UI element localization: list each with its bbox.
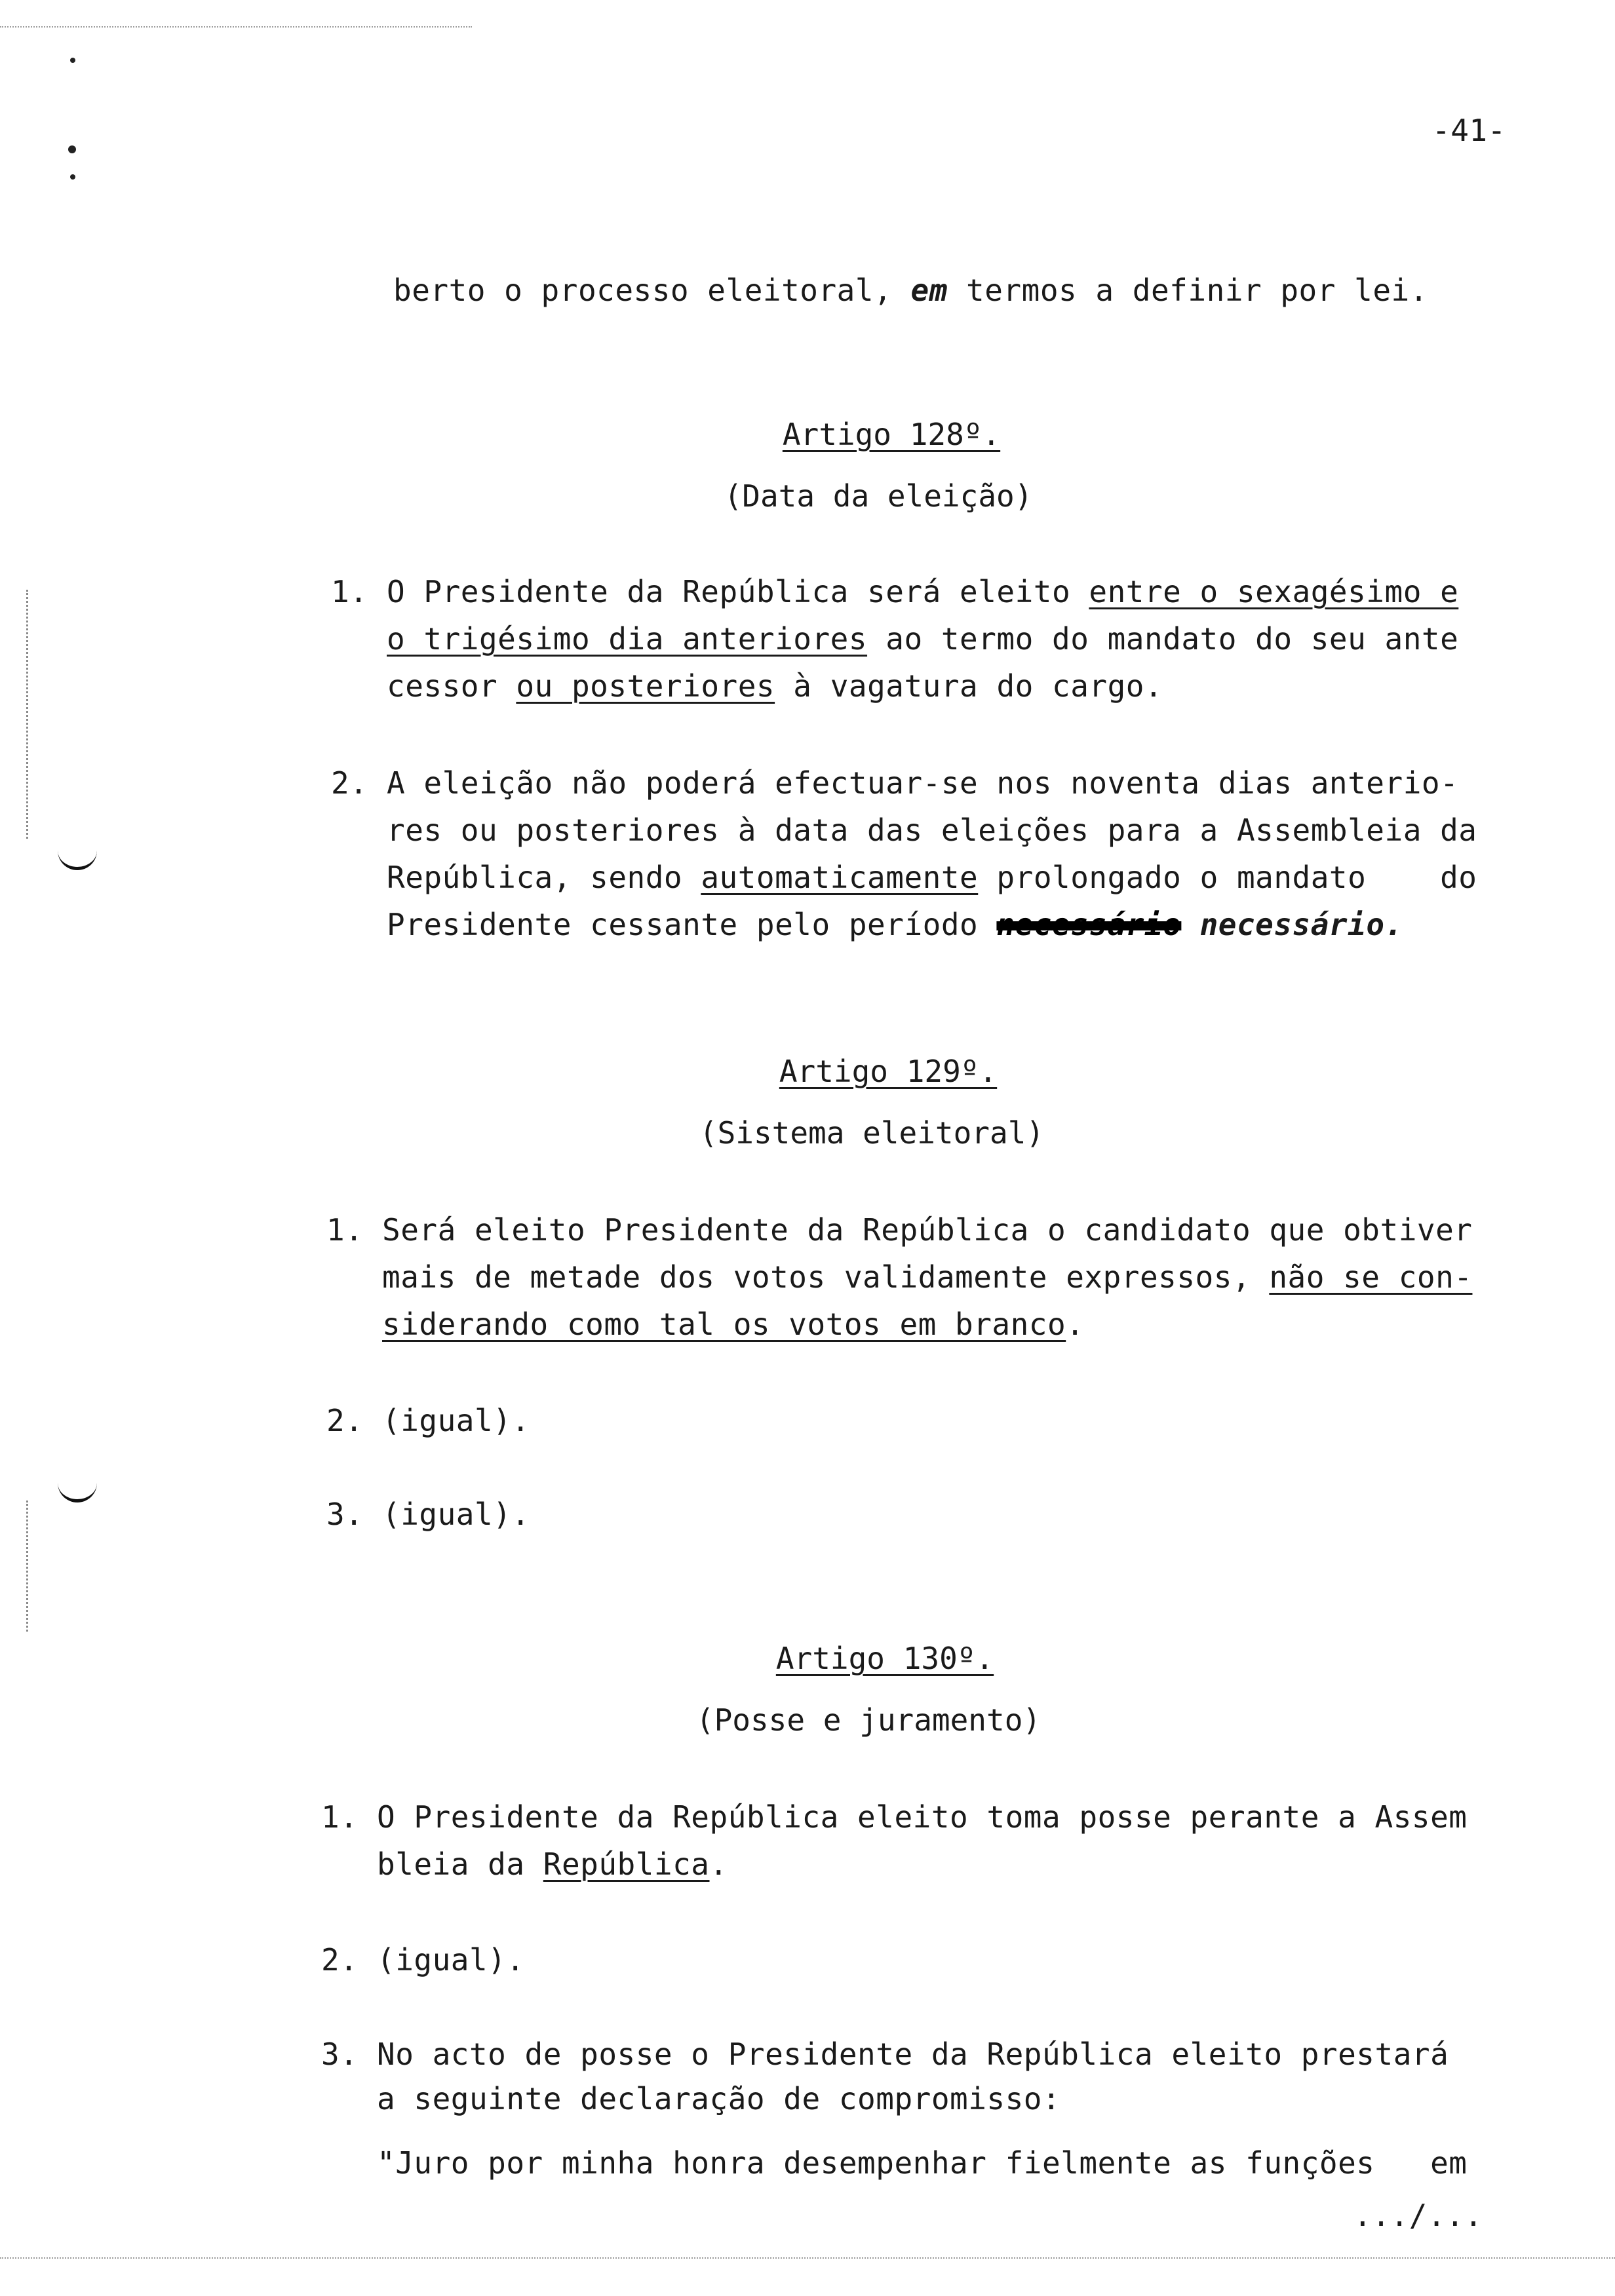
paragraph-line: República, sendo automaticamente prolongado o mandato do bbox=[387, 860, 1477, 895]
paragraph-line: (igual). bbox=[377, 1942, 525, 1978]
margin-dot bbox=[68, 145, 76, 153]
paragraph-line: siderando como tal os votos em branco. bbox=[382, 1307, 1085, 1342]
margin-dot bbox=[70, 174, 75, 180]
paragraph-line: "Juro por minha honra desempenhar fielmente as funções em bbox=[377, 2145, 1468, 2181]
margin-ticks bbox=[26, 590, 31, 839]
paragraph-line: A eleição não poderá efectuar-se nos noventa dias anterio- bbox=[387, 765, 1459, 801]
item-number: 2. bbox=[321, 1942, 359, 1978]
paragraph-line: O Presidente da República será eleito entre o sexagésimo e bbox=[387, 574, 1459, 609]
paragraph-line: No acto de posse o Presidente da República eleito prestará bbox=[377, 2037, 1449, 2072]
paragraph-line: O Presidente da República eleito toma posse perante a Assem bbox=[377, 1799, 1468, 1835]
item-number: 2. bbox=[331, 765, 368, 801]
paragraph-line: (igual). bbox=[382, 1497, 530, 1532]
margin-ticks bbox=[26, 1501, 31, 1632]
item-number: 2. bbox=[326, 1403, 364, 1438]
top-scan-edge bbox=[0, 26, 472, 28]
article-subtitle: (Sistema eleitoral) bbox=[699, 1115, 1045, 1151]
struck-word: em bbox=[910, 273, 948, 308]
paragraph-line: mais de metade dos votos validamente expressos, não se con- bbox=[382, 1259, 1473, 1295]
item-number: 1. bbox=[326, 1212, 364, 1248]
paragraph-line: Presidente cessante pelo período necessário necessário. bbox=[387, 907, 1403, 942]
paragraph-line: a seguinte declaração de compromisso: bbox=[377, 2081, 1061, 2116]
intro-line: berto o processo eleitoral, em termos a definir por lei. bbox=[393, 273, 1428, 308]
struck-word: necessário bbox=[996, 907, 1182, 942]
paragraph-line: Será eleito Presidente da República o candidato que obtiver bbox=[382, 1212, 1473, 1248]
article-heading: Artigo 129º. bbox=[779, 1054, 998, 1089]
margin-bracket-mark bbox=[58, 849, 97, 870]
page-number: -41- bbox=[1432, 113, 1506, 148]
article-heading: Artigo 128º. bbox=[782, 417, 1001, 452]
article-subtitle: (Posse e juramento) bbox=[695, 1702, 1041, 1738]
continuation-marker: .../... bbox=[1353, 2198, 1483, 2233]
margin-dot bbox=[70, 58, 75, 63]
item-number: 3. bbox=[326, 1497, 364, 1532]
item-number: 1. bbox=[331, 574, 368, 609]
item-number: 3. bbox=[321, 2037, 359, 2072]
paragraph-line: (igual). bbox=[382, 1403, 530, 1438]
article-subtitle: (Data da eleição) bbox=[724, 478, 1033, 514]
paragraph-line: res ou posteriores à data das eleições para a Assembleia da bbox=[387, 813, 1477, 848]
paragraph-line: cessor ou posteriores à vagatura do cargo. bbox=[387, 668, 1163, 704]
paragraph-line: o trigésimo dia anteriores ao termo do mandato do seu ante bbox=[387, 621, 1459, 657]
paragraph-line: bleia da República. bbox=[377, 1846, 728, 1882]
article-heading: Artigo 130º. bbox=[775, 1641, 994, 1676]
margin-bracket-mark bbox=[58, 1481, 97, 1502]
item-number: 1. bbox=[321, 1799, 359, 1835]
bottom-scan-edge bbox=[0, 2257, 1615, 2259]
